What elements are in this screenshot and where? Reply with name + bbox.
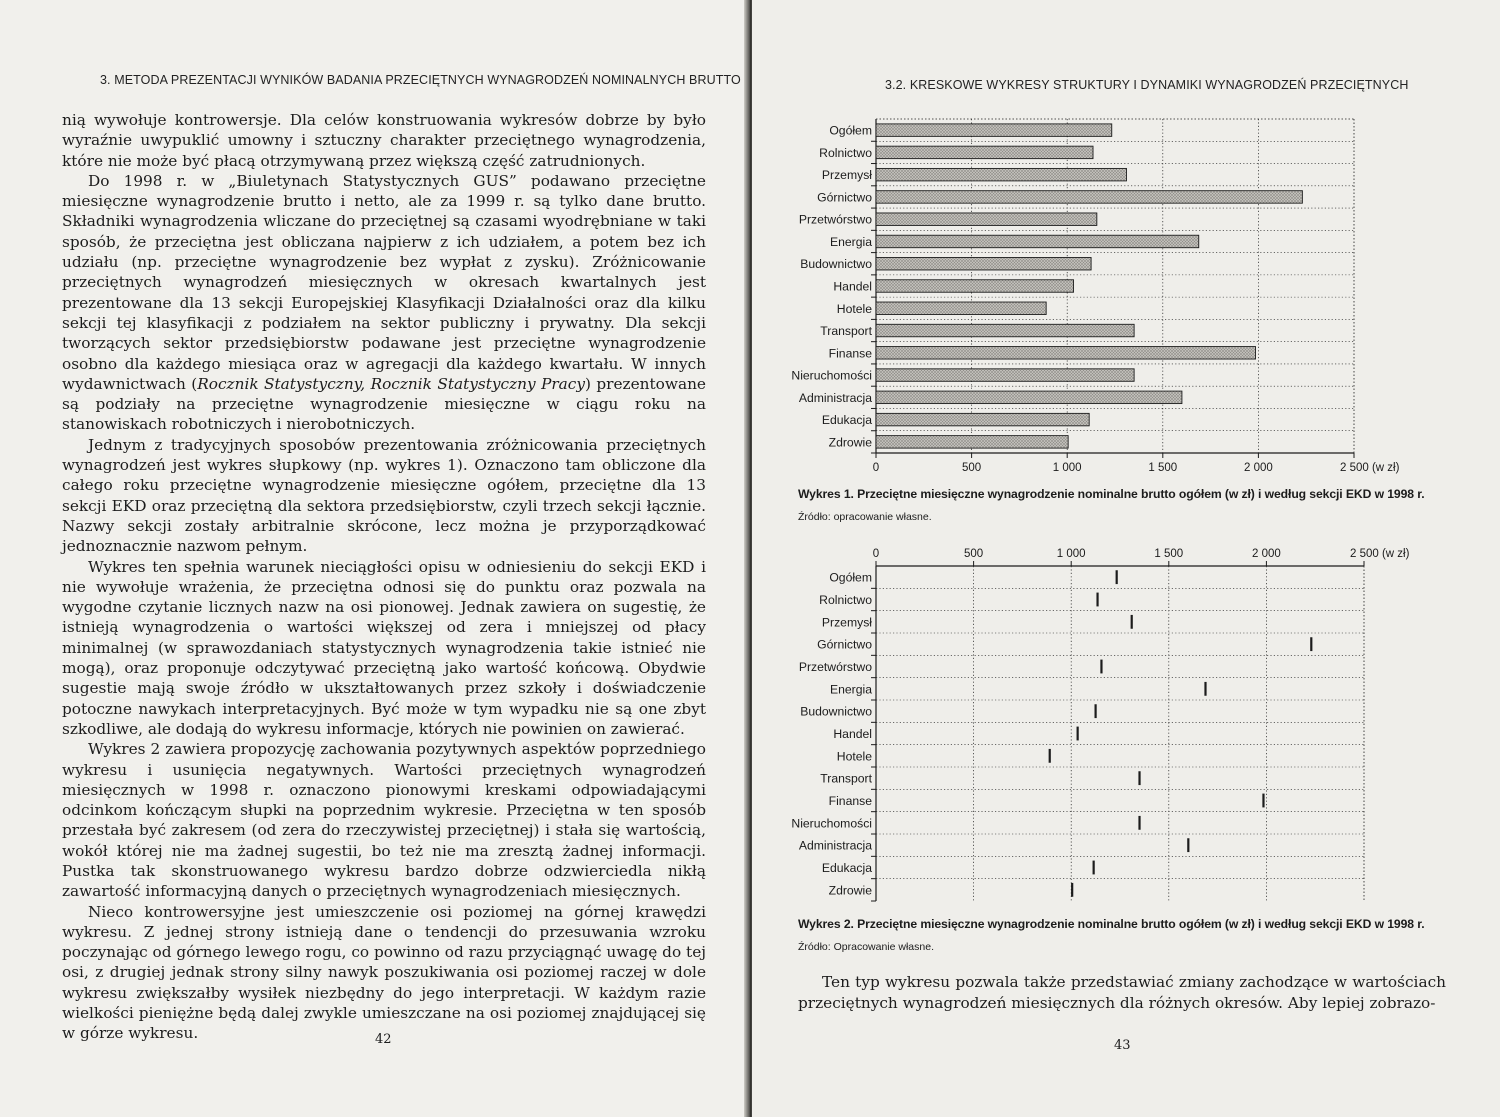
y-category-label: Finanse [828,794,872,808]
y-category-label: Energia [829,234,872,249]
y-category-label: Edukacja [821,413,872,428]
x-tick-label: 0 [872,548,880,560]
paragraph: Ten typ wykresu pozwala także przedstawiać zmiany zachodzące w wartościach przeciętnych wynagrodzeń miesięcznych dla różnych okresów. Aby lepiej zobrazo- [798,973,1446,1012]
y-category-label: Handel [833,727,872,741]
paragraph: Wykres ten spełnia warunek nieciągłości opisu w odniesieniu do sekcji EKD i nie wywołuje wrażenia, że przeciętna odnosi się do punktu oraz pozwala na wygodne czytanie licznych nazw na osi pionowej. Jednak zawiera on sugestię, że istnieją wynagrodzenia o wartości większej od zera i mniejszej od płacy minimalnej (w sprawozdaniach statystycznych wynagrodzenia takie istnieć nie mogą), oraz proponuje odczytywać przeciętną jako wartość końcową. Obydwie sugestie mają swoje źródło w ukształtowanych przez szkoły i doświadczenie potoczne nawykach interpretacyjnych. Być może w tym wypadku nie są one zbyt szkodliwe, ale dodają do wykresu informacje, których nie powinien on zawierać. [62,557,706,738]
x-tick-label: 1 000 [1052,462,1082,474]
paragraph: Wykres 2 zawiera propozycję zachowania pozytywnych aspektów poprzedniego wykresu i usunięcia negatywnych. Wartości przeciętnych wynagrodzeń miesięcznych w 1998 r. oznaczono pionowymi kreskami odpowiadającymi odcinkom kończącym słupki na poprzednim wykresie. Przeciętna w ten sposób przestała być zakresem (od zera do rzeczywistej przeciętnej) i stała się wartością, wokół której nie ma żadnej sugestii, bo też nie ma zresztą żadnej informacji. Pustka tak skonstruowanego wykresu bardzo dobrze odzwierciedla nikłą zawartość informacyjną danych o przeciętnych wynagrodzeniach miesięcznych. [62,740,706,901]
y-category-label: Ogółem [829,570,872,585]
y-category-label: Transport [820,324,872,339]
left-page [0,0,748,1117]
page-number-right: 43 [1114,1038,1131,1053]
x-tick-label: 2 000 [1244,462,1273,474]
x-tick-label: 500 [964,548,984,560]
paragraph-segment: Do 1998 r. w „Biuletynach Statystycznych GUS” podawano przeciętne miesięczne wynagrodzenie brutto i netto, ale za 1999 r. są tylko dane brutto. Składniki wynagrodzenia wliczane do przeciętnej są czasami wyodrębniane w taki sposób, że przeciętna jest obliczana najpierw z ich udziałem, a potem bez ich udziału (np. przeciętne wynagrodzenie bez wypłat z zysku). Zróżnicowanie przeciętnych wynagrodzeń miesięcznych w okresach kwartalnych jest prezentowane dla 13 sekcji Europejskiej Klasyfikacji Działalności oraz dla kilku sekcji tej klasyfikacji z podziałem na sektor publiczny i prywatny. Dla sekcji tworzących sektor przedsiębiorstw podawane jest przeciętne wynagrodzenie osobno dla każdego miesiąca oraz w agregacji dla każdego kwartału. W innych wydawnictwach ( [62,171,706,393]
y-category-label: Przemysł [821,615,872,630]
y-category-label: Górnictwo [817,190,872,205]
y-category-label: Zdrowie [828,883,872,898]
paragraph: Nieco kontrowersyjne jest umieszczenie osi poziomej na górnej krawędzi wykresu. Z jednej strony istnieją dane o tendencji do przesuwania wzroku poczynając od górnego lewego rogu, co powinno od razu przyciągnąć uwagę do tej osi, z drugiej jednak strony silny nawyk poszukiwania osi poziomej raczej w dole wykresu zwiększałby wysiłek niezbędny do jego interpretacji. W każdym razie wielkości pieniężne będą dalej zwykle umieszczane na osi poziomej znajdującej się w górze wykresu. [62,902,706,1043]
chart-2-caption: Wykres 2. Przeciętne miesięczne wynagrodzenie nominalne brutto ogółem (w zł) i według sekcji EKD w 1998 r. [798,917,1425,931]
right-body-text [798,972,1446,1013]
chart-1-caption: Wykres 1. Przeciętne miesięczne wynagrodzenie nominalne brutto ogółem (w zł) i według sekcji EKD w 1998 r. [798,487,1425,501]
y-category-label: Administracja [798,390,872,405]
y-category-label: Handel [833,279,872,294]
y-category-label: Rolnictwo [819,593,872,607]
paragraph [62,171,706,435]
x-tick-label: 1 500 [1154,548,1184,560]
y-category-label: Budownictwo [800,257,872,272]
y-category-label: Zdrowie [828,435,872,450]
y-category-label: Hotele [836,301,872,316]
y-category-label: Górnictwo [817,637,872,652]
x-tick-label: 1 500 [1148,462,1178,474]
y-category-label: Przetwórstwo [798,660,872,674]
publication-titles: Rocznik Statystyczny, Rocznik Statystyczny Pracy [197,374,585,393]
right-page [752,0,1500,1117]
x-tick-label: 0 [872,462,880,474]
y-category-label: Administracja [798,838,872,853]
x-tick-label: 1 000 [1056,548,1086,560]
left-body-text [62,110,706,1044]
page-number-left: 42 [375,1032,392,1047]
y-category-label: Edukacja [821,861,872,875]
y-category-label: Nieruchomości [791,368,872,383]
y-category-label: Transport [820,771,872,786]
y-category-label: Hotele [836,749,872,764]
chart-2-marker [752,0,1500,916]
paragraph: Jednym z tradycyjnych sposobów prezentowania zróżnicowania przeciętnych wynagrodzeń jest wykres słupkowy (np. wykres 1). Oznaczono tam obliczone dla całego roku przeciętne wynagrodzenie miesięczne ogółem, przeciętne dla 13 sekcji EKD oraz przeciętną dla sektora przedsiębiorstw, czyli trzech sekcji łącznie. Nazwy sekcji zostały arbitralnie skrócone, lecz można je przyporządkować jednoznacznie nazwom pełnym. [62,435,706,556]
running-head-left: 3. METODA PREZENTACJI WYNIKÓW BADANIA PRZECIĘTNYCH WYNAGRODZEŃ NOMINALNYCH BRUTTO [100,73,741,87]
chart-1-source: Źródło: opracowanie własne. [798,511,932,523]
x-tick-label: 2 500 (w zł) [1340,462,1400,474]
y-category-label: Przemysł [821,168,872,183]
y-category-label: Ogółem [829,123,872,138]
x-tick-label: 2 000 [1252,548,1281,560]
marker-chart-svg [752,0,1500,916]
y-category-label: Budownictwo [800,704,872,719]
x-tick-label: 500 [962,462,982,474]
y-category-label: Finanse [828,346,872,361]
x-tick-label: 2 500 (w zł) [1350,548,1410,560]
running-head-right: 3.2. KRESKOWE WYKRESY STRUKTURY I DYNAMIKI WYNAGRODZEŃ PRZECIĘTNYCH [885,78,1409,92]
y-category-label: Nieruchomości [791,816,872,831]
chart-2-source: Źródło: Opracowanie własne. [798,941,934,953]
y-category-label: Przetwórstwo [798,212,872,227]
y-category-label: Energia [829,682,872,697]
paragraph-segment: ) prezentowane są podziały na przeciętne wynagrodzenie miesięczne w ciągu roku na stanowiskach robotniczych i nierobotniczych. [62,374,706,434]
y-category-label: Rolnictwo [819,145,872,160]
paragraph: nią wywołuje kontrowersje. Dla celów konstruowania wykresów dobrze by było wyraźnie uwypuklić umowny i sztuczny charakter przeciętnego wynagrodzenia, które nie może być płacą otrzymywaną przez większą część zatrudnionych. [62,111,706,170]
